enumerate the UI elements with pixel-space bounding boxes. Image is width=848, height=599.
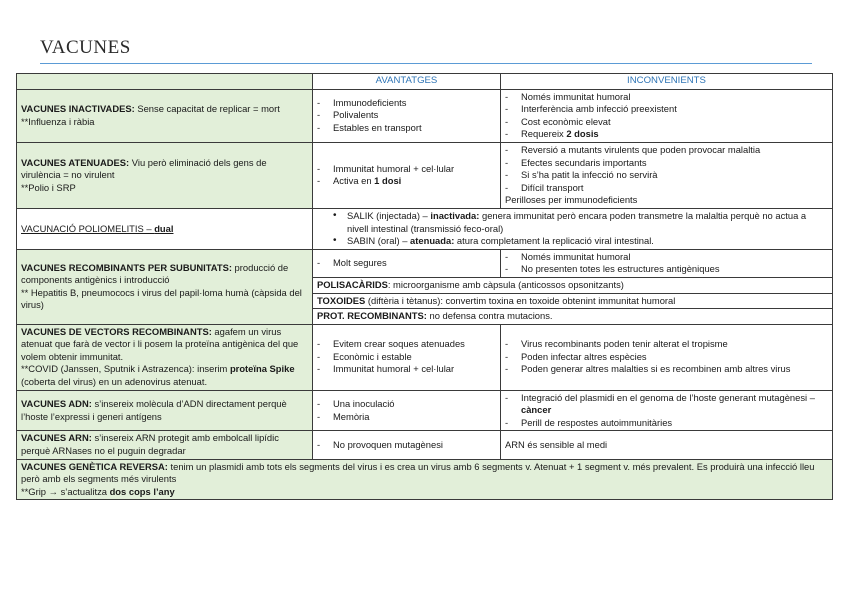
- subunit-heading: VACUNES RECOMBINANTS PER SUBUNITATS:: [21, 261, 232, 273]
- vectors-heading: VACUNES DE VECTORS RECOMBINANTS:: [21, 325, 212, 337]
- inactivated-text: Sense capacitat de replicar = mort: [134, 103, 280, 115]
- list-item: - Immunodeficients: [317, 97, 496, 110]
- dna-advantages: [313, 390, 501, 431]
- attenuated-drawbacks-tail: Perilloses per immunodeficients: [505, 194, 638, 206]
- subunit-examples: ** Hepatitis B, pneumococs i virus del papil·loma humà (càpsida del virus): [21, 286, 302, 311]
- dna-heading: VACUNES ADN:: [21, 397, 92, 409]
- inactivated-advantages: [313, 89, 501, 142]
- row-subunit: [17, 249, 833, 277]
- list-item: - Només immunitat humoral: [505, 91, 828, 104]
- list-item: - Activa en 1 dosi: [317, 175, 496, 188]
- rna-text: s’insereix ARN protegit amb embolcall lipídic perquè ARNases no el puguin degradar: [21, 432, 279, 457]
- attenuated-text: Viu però eliminació dels gens de virulència = no virulent: [21, 156, 267, 181]
- inactivated-examples: **Influenza i ràbia: [21, 115, 95, 127]
- list-item: - Efectes secundaris importants: [505, 157, 828, 170]
- attenuated-description: [17, 142, 313, 208]
- reverse-genetics-cell: VACUNES GENÈTICA REVERSA: tenim un plasmidi amb tots els segments del virus i es crea un virus amb 6 segments v. Atenuat + 1 segment v. més prevalent. Es produirà una infecció lleu però amb els segments més virulents **Grip → s’actualitza dos cops l’any: [17, 459, 833, 500]
- list-item: - Immunitat humoral + cel·lular: [317, 363, 496, 376]
- list-item: - Molt segures: [317, 257, 496, 270]
- row-polio: [17, 208, 833, 249]
- recombinant-proteins-cell: PROT. RECOMBINANTS: no defensa contra mutacions.: [313, 309, 833, 325]
- vectors-text: agafem un virus atenuat que farà de vector i li posem la proteïna antigènica del que volem obtenir immunitat.: [21, 325, 299, 362]
- polio-heading: VACUNACIÓ POLIOMELITIS – dual: [21, 222, 174, 234]
- header-drawbacks: INCONVENIENTS: [501, 74, 833, 90]
- polio-details: [313, 208, 833, 249]
- attenuated-examples: **Polio i SRP: [21, 181, 76, 193]
- list-item: - Memòria: [317, 411, 496, 424]
- subunit-text: producció de components antigènics i introducció: [21, 261, 289, 286]
- list-item: - Una inoculació: [317, 398, 496, 411]
- subunit-description: [17, 249, 313, 324]
- vectors-drawbacks: [501, 324, 833, 390]
- list-item: - Interferència amb infecció preexistent: [505, 103, 828, 116]
- toxoids-cell: TOXOIDES (diftèria i tètanus): convertim toxina en toxoide obtenint immunitat humoral: [313, 293, 833, 309]
- list-item: - Poden infectar altres espècies: [505, 351, 828, 364]
- attenuated-drawbacks: [501, 142, 833, 208]
- list-item: - Reversió a mutants virulents que poden provocar malaltia: [505, 144, 828, 157]
- polysaccharides-cell: POLISACÀRIDS: microorganisme amb càpsula (anticossos opsonitzants): [313, 277, 833, 293]
- row-attenuated: [17, 142, 833, 208]
- list-item: - No provoquen mutagènesi: [317, 439, 496, 452]
- rna-description: [17, 431, 313, 459]
- subunit-drawbacks: [501, 249, 833, 277]
- rna-advantages: [313, 431, 501, 459]
- row-vectors: [17, 324, 833, 390]
- row-dna: [17, 390, 833, 431]
- header-advantages: AVANTATGES: [313, 74, 501, 90]
- row-rna: [17, 431, 833, 459]
- list-item: - Si s’ha patit la infecció no servirà: [505, 169, 828, 182]
- list-item: - Integració del plasmidi en el genoma de l’hoste generant mutagènesi – càncer: [505, 392, 828, 417]
- vectors-description: VACUNES DE VECTORS RECOMBINANTS: agafem un virus atenuat que farà de vector i li posem la proteïna antigènica del que volem obtenir immunitat. **COVID (Janssen, Sputnik i Astrazenca): inserim proteïna Spike (coberta del virus) en un adenovirus atenuat.: [17, 324, 313, 390]
- dna-drawbacks: [501, 390, 833, 431]
- list-item: - Difícil transport: [505, 182, 828, 195]
- list-item: - No presenten totes les estructures antigèniques: [505, 263, 828, 276]
- list-item: - Econòmic i estable: [317, 351, 496, 364]
- list-item: - Només immunitat humoral: [505, 251, 828, 264]
- header-empty-cell: [17, 74, 313, 90]
- vaccines-table: [16, 73, 833, 500]
- list-item: - Cost econòmic elevat: [505, 116, 828, 129]
- header-row: [17, 74, 833, 90]
- inactivated-description: [17, 89, 313, 142]
- list-item: • SABIN (oral) – atenuada: atura completament la replicació viral intestinal.: [333, 235, 828, 248]
- title-underline: [40, 63, 812, 64]
- rna-heading: VACUNES ARN:: [21, 432, 92, 444]
- rna-drawbacks: ARN és sensible al medi: [501, 431, 833, 459]
- list-item: - Immunitat humoral + cel·lular: [317, 163, 496, 176]
- page-title: VACUNES: [40, 37, 131, 58]
- row-reverse-genetics: [17, 459, 833, 500]
- attenuated-heading: VACUNES ATENUADES:: [21, 156, 130, 168]
- row-inactivated: [17, 89, 833, 142]
- subunit-advantages: [313, 249, 501, 277]
- list-item: • SALIK (injectada) – inactivada: genera immunitat però encara poden transmetre la malaltia perquè no actua a nivell intestinal (transmissió feco-oral): [333, 210, 828, 235]
- inactivated-drawbacks: [501, 89, 833, 142]
- dna-description: [17, 390, 313, 431]
- list-item: - Evitem crear soques atenuades: [317, 338, 496, 351]
- inactivated-heading: VACUNES INACTIVADES:: [21, 103, 135, 115]
- list-item: - Perill de respostes autoimmunitàries: [505, 417, 828, 430]
- list-item: - Poden generar altres malalties si es recombinen amb altres virus: [505, 363, 828, 376]
- reverse-genetics-heading: VACUNES GENÈTICA REVERSA:: [21, 460, 168, 472]
- attenuated-advantages: [313, 142, 501, 208]
- list-item: - Polivalents: [317, 109, 496, 122]
- list-item: - Requereix 2 dosis: [505, 128, 828, 141]
- list-item: - Estables en transport: [317, 122, 496, 135]
- reverse-genetics-text: tenim un plasmidi amb tots els segments del virus i es crea un virus amb 6 segments v. Atenuat + 1 segment v. més prevalent. Es produirà una infecció lleu però amb els segments més virulents: [21, 460, 815, 485]
- dna-text: s’insereix molècula d’ADN directament perquè l’hoste l’expressi i generi antígens: [21, 397, 287, 422]
- list-item: - Virus recombinants poden tenir alterat el tropisme: [505, 338, 828, 351]
- polio-description: [17, 208, 313, 249]
- vectors-advantages: [313, 324, 501, 390]
